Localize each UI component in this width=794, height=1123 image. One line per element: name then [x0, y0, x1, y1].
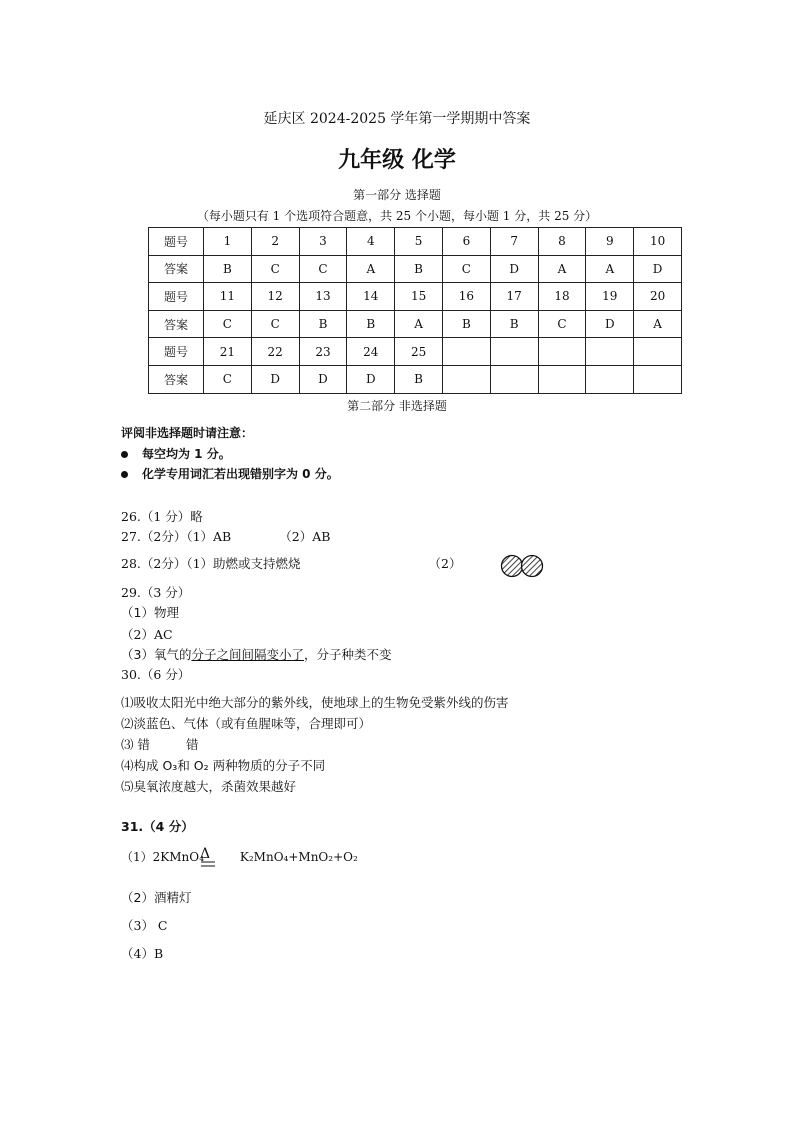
table-cell: D: [251, 365, 299, 393]
table-cell: D: [634, 255, 682, 283]
part1-note: （每小题只有 1 个选项符合题意，共 25 个小题，每小题 1 分，共 25 分）: [196, 209, 598, 223]
heat-delta-symbol: Δ: [200, 846, 216, 869]
table-cell: 17: [490, 283, 538, 311]
table-cell: 20: [634, 283, 682, 311]
table-row: [149, 365, 682, 393]
table-cell: 1: [204, 228, 252, 256]
equation-reactants: （1）2KMnO₄: [121, 850, 204, 864]
table-cell: C: [204, 365, 252, 393]
answer-text: ，分子种类不变: [303, 647, 392, 662]
oxygen-molecule-hatched-icon: [500, 554, 546, 578]
table-cell: 15: [395, 283, 443, 311]
answer-text: （2）: [428, 556, 462, 571]
equation-products: K₂MnO₄+MnO₂+O₂: [239, 850, 358, 864]
table-cell: 13: [299, 283, 347, 311]
table-cell: D: [299, 365, 347, 393]
ans-label-cell: 答案: [149, 255, 204, 283]
table-cell: D: [347, 365, 395, 393]
table-cell: 11: [204, 283, 252, 311]
table-row: [149, 310, 682, 338]
grading-note-text: 每空均为 1 分。: [142, 447, 231, 461]
answer-line-27: [121, 527, 330, 545]
table-cell: D: [586, 310, 634, 338]
answer-line-31: 31.（4 分）: [121, 819, 194, 834]
table-cell: A: [634, 310, 682, 338]
num-label-cell: 题号: [149, 283, 204, 311]
answer-text: （3）氧气的: [121, 647, 192, 662]
table-cell: [538, 338, 586, 366]
answer-text: 28.（2分）（1）助燃或支持燃烧: [121, 556, 301, 571]
num-label-cell: 题号: [149, 228, 204, 256]
ans-label-cell: 答案: [149, 365, 204, 393]
table-cell: 2: [251, 228, 299, 256]
part1-title: 第一部分 选择题: [353, 188, 441, 202]
exam-title: 延庆区 2024-2025 学年第一学期期中答案: [263, 111, 531, 127]
answer-text: （2）AB: [279, 529, 331, 544]
answer-line-30-2: ⑵淡蓝色、气体（或有鱼腥味等，合理即可）: [121, 716, 372, 731]
table-cell: 18: [538, 283, 586, 311]
table-cell: D: [490, 255, 538, 283]
table-cell: B: [395, 255, 443, 283]
answer-line-31-3: （3） C: [121, 918, 168, 933]
table-cell: C: [442, 255, 490, 283]
table-cell: [490, 338, 538, 366]
answer-line-29-2: （2）AC: [121, 627, 173, 642]
table-cell: 14: [347, 283, 395, 311]
answer-line-30-4: ⑷构成 O₃和 O₂ 两种物质的分子不同: [121, 758, 326, 773]
table-cell: B: [442, 310, 490, 338]
table-cell: C: [251, 255, 299, 283]
table-cell: 9: [586, 228, 634, 256]
table-cell: [586, 365, 634, 393]
answer-line-29: 29.（3 分）: [121, 585, 191, 600]
answer-line-30-3: [121, 735, 199, 753]
grading-notes-title: 评阅非选择题时请注意：: [121, 426, 254, 440]
table-cell: [634, 365, 682, 393]
table-cell: C: [251, 310, 299, 338]
table-cell: [586, 338, 634, 366]
table-row: [149, 228, 682, 256]
table-cell: 22: [251, 338, 299, 366]
table-cell: B: [204, 255, 252, 283]
answer-text: 27.（2分）（1）AB: [121, 529, 232, 544]
table-cell: A: [395, 310, 443, 338]
grading-note-item: [121, 445, 231, 462]
ans-label-cell: 答案: [149, 310, 204, 338]
answer-table: [148, 227, 682, 394]
table-cell: [538, 365, 586, 393]
subject-title: 九年级 化学: [338, 148, 456, 173]
table-cell: 16: [442, 283, 490, 311]
underlined-answer-text: 分子之间间隔变小了: [191, 647, 304, 662]
table-cell: 24: [347, 338, 395, 366]
chemical-equation: [121, 848, 358, 865]
table-row: [149, 283, 682, 311]
table-cell: 19: [586, 283, 634, 311]
answer-line-26: 26.（1 分）略: [121, 509, 203, 524]
table-cell: 8: [538, 228, 586, 256]
table-cell: A: [586, 255, 634, 283]
table-cell: 25: [395, 338, 443, 366]
table-cell: 4: [347, 228, 395, 256]
table-cell: [490, 365, 538, 393]
table-row: [149, 338, 682, 366]
table-row: [149, 255, 682, 283]
table-cell: 12: [251, 283, 299, 311]
table-cell: 6: [442, 228, 490, 256]
table-cell: 3: [299, 228, 347, 256]
grading-note-item: [121, 465, 339, 482]
table-cell: B: [490, 310, 538, 338]
table-cell: B: [395, 365, 443, 393]
answer-line-29-1: （1）物理: [121, 605, 179, 620]
table-cell: 7: [490, 228, 538, 256]
table-cell: 5: [395, 228, 443, 256]
answer-line-30-5: ⑸臭氧浓度越大，杀菌效果越好: [121, 779, 297, 794]
table-cell: B: [299, 310, 347, 338]
answer-line-30-1: ⑴吸收太阳光中绝大部分的紫外线，使地球上的生物免受紫外线的伤害: [121, 695, 509, 710]
answer-line-31-4: （4）B: [121, 946, 164, 961]
table-cell: [634, 338, 682, 366]
answer-line-31-2: （2）酒精灯: [121, 890, 192, 905]
table-cell: 23: [299, 338, 347, 366]
answer-line-29-3: [121, 645, 391, 663]
grading-note-text: 化学专用词汇若出现错别字为 0 分。: [142, 467, 339, 481]
num-label-cell: 题号: [149, 338, 204, 366]
table-cell: [442, 365, 490, 393]
answer-text: 错: [185, 737, 199, 752]
table-cell: 21: [204, 338, 252, 366]
table-cell: [442, 338, 490, 366]
answer-text: ⑶ 错: [121, 737, 150, 752]
answer-line-30: 30.（6 分）: [121, 667, 191, 682]
table-cell: B: [347, 310, 395, 338]
table-cell: 10: [634, 228, 682, 256]
table-cell: A: [538, 255, 586, 283]
table-cell: A: [347, 255, 395, 283]
table-cell: C: [299, 255, 347, 283]
part2-title: 第二部分 非选择题: [347, 399, 447, 413]
answer-line-28: [121, 554, 462, 572]
bullet-dot-icon: [121, 451, 128, 458]
table-cell: C: [204, 310, 252, 338]
bullet-dot-icon: [121, 471, 128, 478]
table-cell: C: [538, 310, 586, 338]
